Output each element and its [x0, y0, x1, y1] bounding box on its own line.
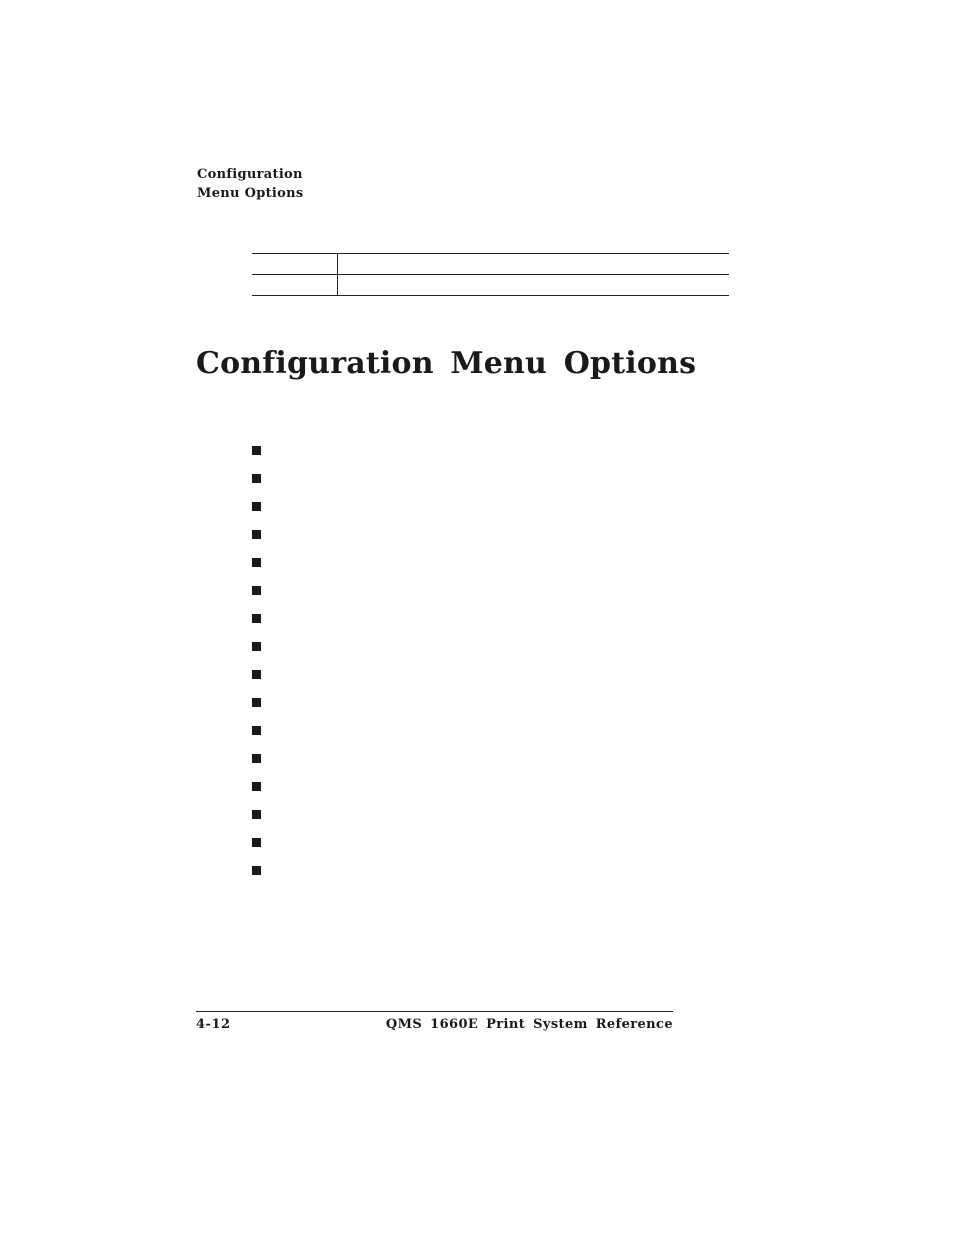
bullet-square — [252, 530, 261, 539]
bullet-square — [252, 810, 261, 819]
running-head — [197, 165, 304, 203]
table-bottom-rule — [252, 295, 729, 296]
bullet-square — [252, 474, 261, 483]
bullet-square — [252, 726, 261, 735]
bullet-square — [252, 782, 261, 791]
table-column-divider — [337, 253, 338, 296]
empty-rule-table — [252, 253, 729, 296]
footer-rule — [196, 1011, 673, 1012]
bullet-square — [252, 586, 261, 595]
table-top-rule — [252, 253, 729, 254]
page-title: Configuration Menu Options — [196, 346, 697, 381]
bullet-square — [252, 698, 261, 707]
footer-page-number: 4-12 — [196, 1017, 231, 1032]
footer-book-title: QMS 1660E Print System Reference — [385, 1017, 673, 1032]
table-middle-rule — [252, 274, 729, 275]
bullet-square — [252, 558, 261, 567]
bullet-square — [252, 754, 261, 763]
running-head-line-2: Menu Options — [197, 186, 304, 201]
bullet-square — [252, 670, 261, 679]
running-head-line-1: Configuration — [197, 167, 303, 182]
bullet-square — [252, 614, 261, 623]
bullet-square — [252, 642, 261, 651]
bullet-square — [252, 838, 261, 847]
bullet-square — [252, 446, 261, 455]
bullet-square — [252, 866, 261, 875]
bullet-square — [252, 502, 261, 511]
